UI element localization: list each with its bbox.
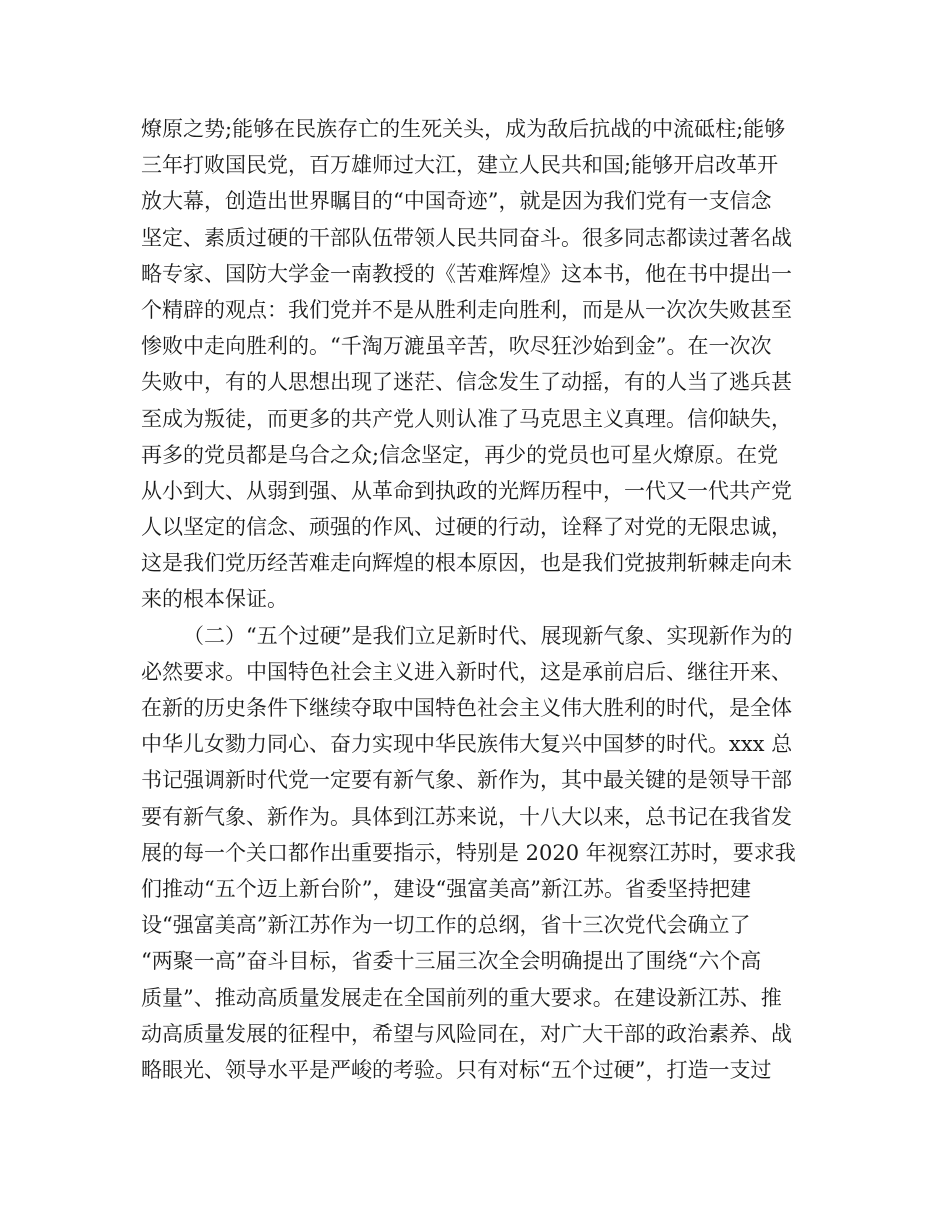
text-line: 失败中，有的人思想出现了迷茫、信念发生了动摇，有的人当了逃兵甚 bbox=[141, 370, 792, 395]
text-line: 在新的历史条件下继续夺取中国特色社会主义伟大胜利的时代，是全体 bbox=[141, 696, 792, 720]
text-line: 这是我们党历经苦难走向辉煌的根本原因，也是我们党披荆斩棘走向未 bbox=[141, 551, 792, 576]
section-heading-line: （二）“五个过硬”是我们立足新时代、展现新气象、实现新作为的 bbox=[183, 623, 793, 648]
text-line: 个精辟的观点：我们党并不是从胜利走向胜利，而是从一次次失败甚至 bbox=[141, 297, 792, 322]
text-line: 动高质量发展的征程中，希望与风险同在，对广大干部的政治素养、战 bbox=[141, 1021, 792, 1046]
text-line: 人以坚定的信念、顽强的作风、过硬的行动，诠释了对党的无限忠诚， bbox=[141, 515, 792, 540]
text-line: 燎原之势;能够在民族存亡的生死关头，成为敌后抗战的中流砥柱;能够 bbox=[141, 117, 786, 141]
text-line: 来的根本保证。 bbox=[141, 587, 288, 612]
text-line: 惨败中走向胜利的。“千淘万漉虽辛苦，吹尽狂沙始到金”。在一次次 bbox=[141, 334, 772, 359]
text-line: 书记强调新时代党一定要有新气象、新作为，其中最关键的是领导干部 bbox=[141, 768, 792, 793]
text-line: 质量”、推动高质量发展走在全国前列的重大要求。在建设新江苏、推 bbox=[141, 985, 782, 1010]
text-line: 展的每一个关口都作出重要指示，特别是 2020 年视察江苏时，要求我 bbox=[141, 840, 796, 865]
text-line: 略专家、国防大学金一南教授的《苦难辉煌》这本书，他在书中提出一 bbox=[141, 261, 792, 286]
text-line: “两聚一高”奋斗目标，省委十三届三次全会明确提出了围绕“六个高 bbox=[141, 949, 762, 974]
text-line: 坚定、素质过硬的干部队伍带领人民共同奋斗。很多同志都读过著名战 bbox=[141, 225, 792, 250]
text-line: 必然要求。中国特色社会主义进入新时代，这是承前启后、继往开来、 bbox=[141, 659, 792, 684]
text-line: 设“强富美高”新江苏作为一切工作的总纲，省十三次党代会确立了 bbox=[141, 913, 751, 938]
text-line: 放大幕，创造出世界瞩目的“中国奇迹”，就是因为我们党有一支信念 bbox=[141, 189, 772, 214]
text-line: 略眼光、领导水平是严峻的考验。只有对标“五个过硬”，打造一支过 bbox=[141, 1057, 772, 1082]
text-line: 中华儿女勠力同心、奋力实现中华民族伟大复兴中国梦的时代。xxx 总 bbox=[141, 732, 793, 757]
body-text bbox=[141, 111, 831, 1088]
text-line: 从小到大、从弱到强、从革命到执政的光辉历程中，一代又一代共产党 bbox=[141, 478, 792, 503]
text-line: 要有新气象、新作为。具体到江苏来说，十八大以来，总书记在我省发 bbox=[141, 804, 792, 829]
text-line: 三年打败国民党，百万雄师过大江，建立人民共和国;能够开启改革开 bbox=[141, 153, 779, 178]
text-line: 再多的党员都是乌合之众;信念坚定，再少的党员也可星火燎原。在党 bbox=[141, 442, 779, 467]
text-line: 们推动“五个迈上新台阶”，建设“强富美高”新江苏。省委坚持把建 bbox=[141, 876, 751, 901]
text-line: 至成为叛徒，而更多的共产党人则认准了马克思主义真理。信仰缺失， bbox=[141, 406, 792, 431]
